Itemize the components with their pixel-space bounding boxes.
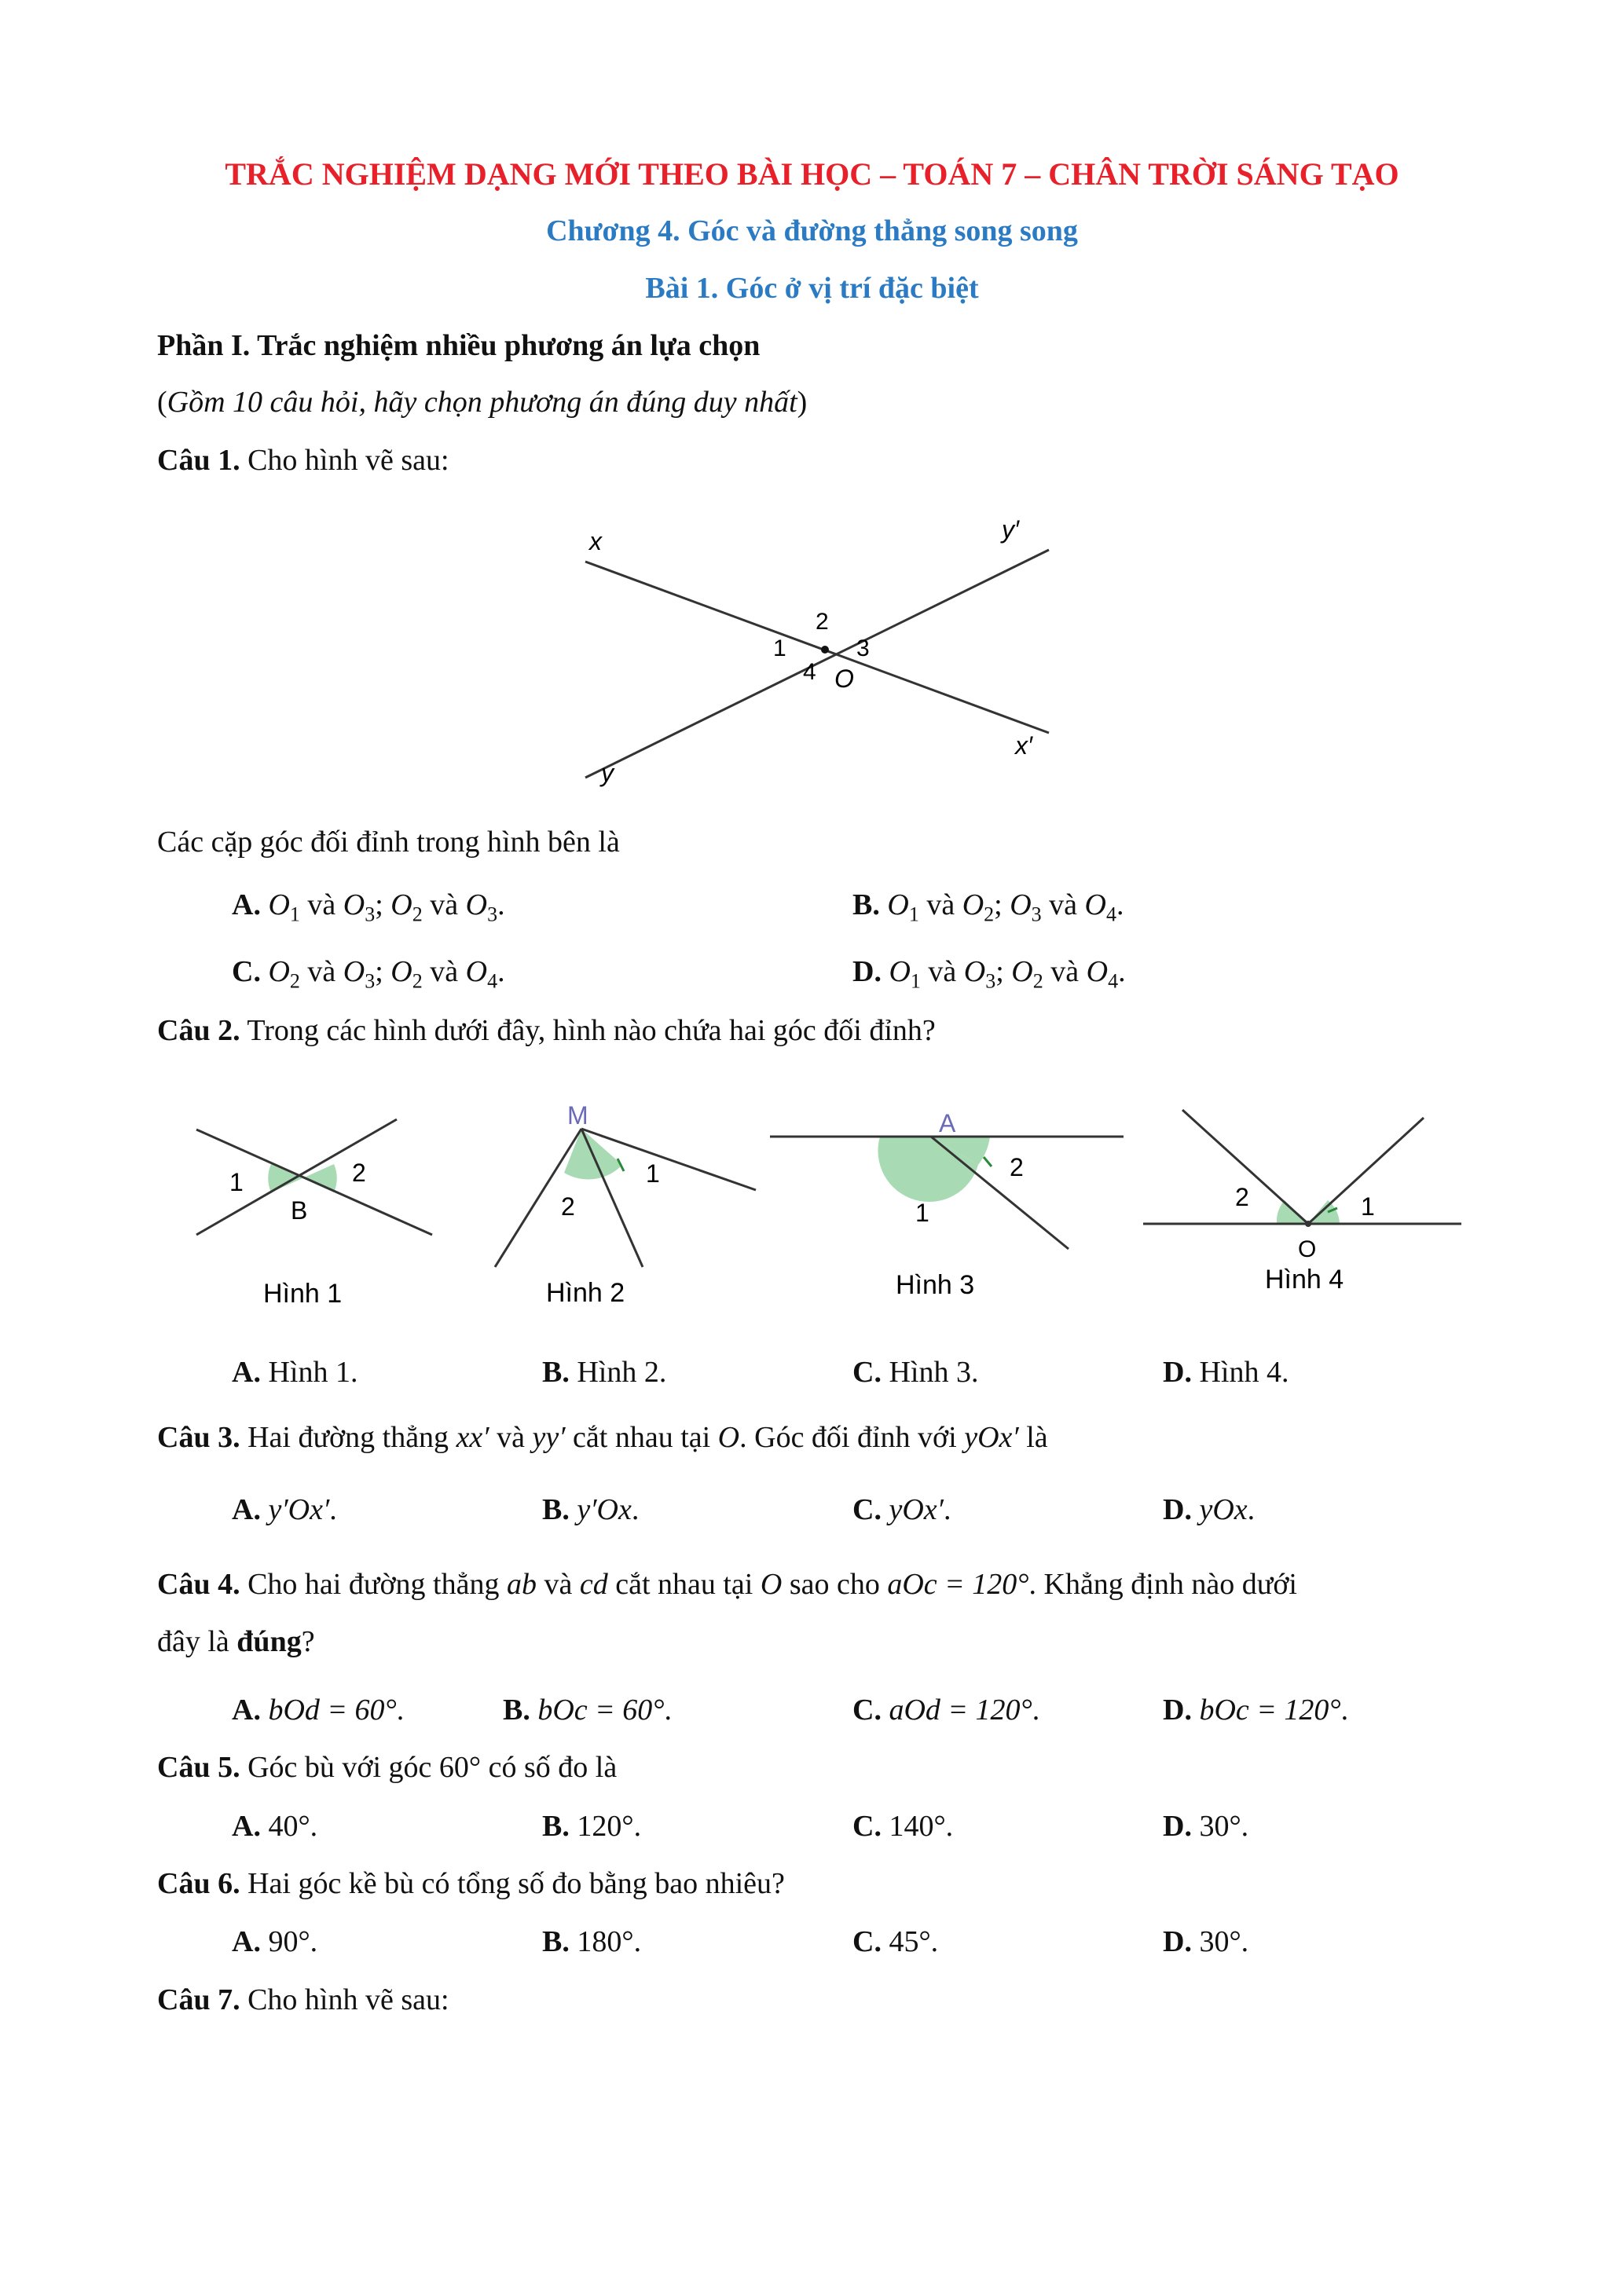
q1-option-b[interactable]: B. $O_1$ và $O_2$; $O_3$ và $O_4$.	[852, 888, 1124, 926]
q6-option-a[interactable]: A. 90°.	[232, 1925, 318, 1958]
question-3: Câu 3. Hai đường thẳng xx′ và yy′ cắt nhau tại O. Góc đối đỉnh với yOx′ là	[157, 1421, 1048, 1454]
fig4-angle-1: 1	[1361, 1192, 1375, 1221]
q2-option-d[interactable]: D. Hình 4.	[1163, 1356, 1289, 1389]
q6-option-b[interactable]: B. 180°.	[542, 1925, 642, 1958]
q1-figure	[566, 514, 1069, 805]
q3-option-b[interactable]: B. y′Ox.	[542, 1493, 640, 1526]
fig2-caption: Hình 2	[546, 1278, 625, 1308]
q2-figure-3	[770, 1096, 1131, 1316]
angle-2: 2	[816, 609, 829, 635]
question-2: Câu 2. Trong các hình dưới đây, hình nào chứa hai góc đối đỉnh?	[157, 1014, 936, 1047]
question-6: Câu 6. Hai góc kề bù có tổng số đo bằng bao nhiêu?	[157, 1867, 785, 1900]
angle-4: 4	[803, 659, 816, 685]
fig2-angle-2: 2	[561, 1192, 575, 1221]
fig1-caption: Hình 1	[263, 1279, 343, 1309]
question-4-cont: đây là đúng?	[157, 1625, 315, 1658]
q4-option-c[interactable]: C. aOd = 120°.	[852, 1694, 1040, 1727]
label-y-prime: y′	[1002, 515, 1019, 544]
label-o: O	[834, 665, 854, 693]
q2-figure-1	[181, 1100, 456, 1320]
q4-option-b[interactable]: B. bOc = 60°.	[503, 1694, 673, 1727]
fig4-caption: Hình 4	[1265, 1265, 1344, 1294]
q3-option-a[interactable]: A. y′Ox′.	[232, 1493, 337, 1526]
label-x: x	[589, 527, 602, 555]
angle-3: 3	[856, 635, 870, 661]
label-x-prime: x′	[1015, 731, 1032, 760]
lesson-title: Bài 1. Góc ở vị trí đặc biệt	[645, 272, 979, 305]
question-1: Câu 1. Cho hình vẽ sau:	[157, 444, 449, 477]
q2-figure-4	[1131, 1096, 1461, 1324]
q3-option-d[interactable]: D. yOx.	[1163, 1493, 1256, 1526]
fig1-angle-1: 1	[229, 1168, 244, 1196]
q1-option-a[interactable]: A. $O_1$ và $O_3$; $O_2$ và $O_3$.	[232, 888, 505, 926]
fig3-vertex: A	[939, 1109, 956, 1137]
fig3-caption: Hình 3	[896, 1270, 975, 1300]
point-o	[821, 646, 829, 654]
q5-option-c[interactable]: C. 140°.	[852, 1810, 954, 1843]
fig2-angle-1: 1	[646, 1159, 660, 1188]
question-7: Câu 7. Cho hình vẽ sau:	[157, 1983, 449, 2016]
fig4-vertex: O	[1298, 1236, 1317, 1262]
question-5: Câu 5. Góc bù với góc 60° có số đo là	[157, 1751, 618, 1784]
line-xx-prime	[585, 562, 1049, 733]
q4-option-d[interactable]: D. bOc = 120°.	[1163, 1694, 1349, 1727]
q6-option-c[interactable]: C. 45°.	[852, 1925, 939, 1958]
q5-option-d[interactable]: D. 30°.	[1163, 1810, 1249, 1843]
q2-option-b[interactable]: B. Hình 2.	[542, 1356, 667, 1389]
q2-option-a[interactable]: A. Hình 1.	[232, 1356, 358, 1389]
q3-option-c[interactable]: C. yOx′.	[852, 1493, 951, 1526]
question-4: Câu 4. Cho hai đường thẳng ab và cd cắt nhau tại O sao cho aOc = 120°. Khẳng định nào dưới	[157, 1568, 1297, 1601]
part-note: (Gồm 10 câu hỏi, hãy chọn phương án đúng duy nhất)	[157, 386, 808, 419]
fig3-angle-2: 2	[1010, 1153, 1024, 1181]
line-yy-prime	[585, 550, 1049, 778]
q2-option-c[interactable]: C. Hình 3.	[852, 1356, 979, 1389]
fig4-angle-2: 2	[1235, 1183, 1249, 1211]
q1-option-c[interactable]: C. $O_2$ và $O_3$; $O_2$ và $O_4$.	[232, 955, 505, 993]
chapter-title: Chương 4. Góc và đường thẳng song song	[546, 214, 1078, 247]
q5-option-a[interactable]: A. 40°.	[232, 1810, 318, 1843]
label-y: y	[601, 759, 614, 787]
document-title: TRẮC NGHIỆM DẠNG MỚI THEO BÀI HỌC – TOÁN 7 – CHÂN TRỜI SÁNG TẠO	[225, 156, 1399, 192]
fig1-angle-2: 2	[352, 1159, 366, 1187]
part-title: Phần I. Trắc nghiệm nhiều phương án lựa chọn	[157, 329, 761, 362]
q1-prompt: Các cặp góc đối đỉnh trong hình bên là	[157, 826, 620, 859]
fig2-vertex: M	[567, 1101, 588, 1130]
q5-option-b[interactable]: B. 120°.	[542, 1810, 642, 1843]
fig3-angle-1: 1	[915, 1199, 929, 1227]
q4-option-a[interactable]: A. bOd = 60°.	[232, 1694, 405, 1727]
q1-option-d[interactable]: D. $O_1$ và $O_3$; $O_2$ và $O_4$.	[852, 955, 1126, 993]
q2-figure-2	[471, 1096, 770, 1324]
angle-1: 1	[773, 635, 786, 661]
fig1-vertex: B	[291, 1196, 308, 1225]
q6-option-d[interactable]: D. 30°.	[1163, 1925, 1249, 1958]
